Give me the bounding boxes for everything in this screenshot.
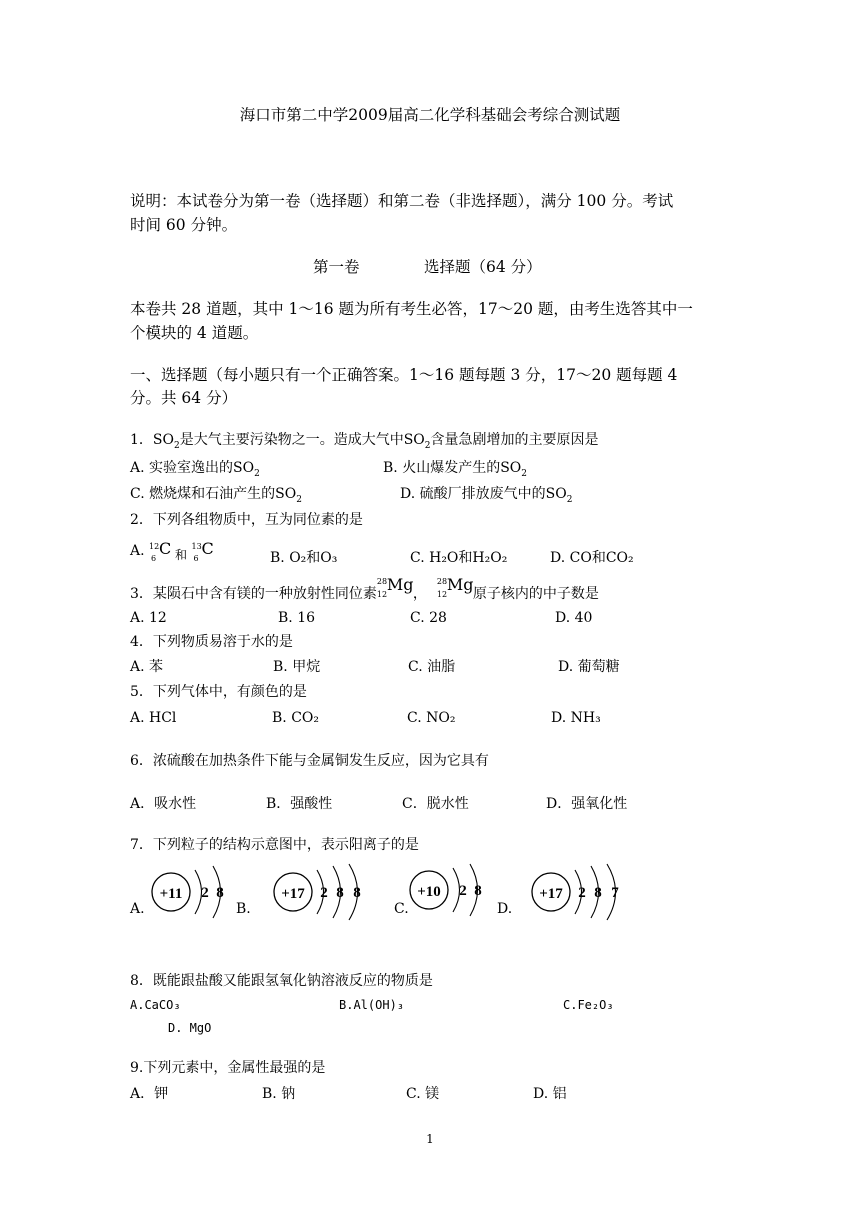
question-4-option-d[interactable]: D. 葡萄糖 — [558, 659, 620, 675]
page-title: 海口市第二中学2009届高二化学科基础会考综合测试题 — [239, 106, 621, 124]
shell-electrons: 8 — [336, 885, 344, 901]
carbon-13-isotope: 13 6 C — [191, 539, 214, 563]
shell-electrons: 8 — [594, 885, 602, 901]
question-3-option-d[interactable]: D. 40 — [555, 610, 593, 626]
question-9-option-a[interactable]: A．钾 — [130, 1086, 169, 1102]
question-6-option-d[interactable]: D．强氧化性 — [546, 796, 628, 812]
question-5-option-a[interactable]: A. HCl — [130, 710, 177, 726]
question-6-option-c[interactable]: C．脱水性 — [402, 796, 469, 812]
section-heading-line-2: 分。共 64 分） — [130, 389, 238, 407]
nucleus-charge: +17 — [281, 886, 305, 902]
note-line-1: 本卷共 28 道题，其中 1～16 题为所有考生必答，17～20 题，由考生选答其中一 — [130, 300, 693, 318]
question-3-option-a[interactable]: A. 12 — [130, 610, 167, 626]
question-4-option-a[interactable]: A. 苯 — [130, 659, 164, 675]
magnesium-isotope: 28 12 Mg — [436, 575, 474, 599]
question-1-option-d[interactable]: D. 硫酸厂排放废气中的$SO_2$ — [400, 486, 573, 505]
instructions-line-2: 时间 60 分钟。 — [130, 216, 238, 234]
question-4-option-b[interactable]: B. 甲烷 — [273, 659, 321, 675]
question-6-option-a[interactable]: A．吸水性 — [130, 796, 197, 812]
part-title: 选择题（64 分） — [424, 258, 542, 276]
question-8-option-c[interactable]: C.Fe₂O₃ — [563, 998, 614, 1012]
question-8-option-a[interactable]: A.CaCO₃ — [130, 998, 181, 1012]
diagram-d[interactable] — [532, 864, 619, 920]
question-2-option-d[interactable]: D. CO和CO₂ — [550, 550, 634, 566]
question-1-option-b[interactable]: B. 火山爆发产生的$SO_2$ — [383, 460, 527, 479]
question-5-stem: 5．下列气体中，有颜色的是 — [130, 684, 307, 700]
question-7-option-c-label[interactable]: C. — [394, 901, 409, 917]
nucleus-charge: +10 — [417, 884, 441, 900]
instructions-line-1: 说明：本试卷分为第一卷（选择题）和第二卷（非选择题），满分 100 分。考试 — [130, 192, 674, 210]
part-label: 第一卷 — [313, 258, 360, 276]
page-number: 1 — [426, 1132, 434, 1146]
nucleus-charge: +11 — [159, 886, 183, 902]
question-8-option-d[interactable]: D. MgO — [168, 1021, 212, 1035]
question-5-option-b[interactable]: B. CO₂ — [272, 710, 319, 726]
question-3-stem: 3．某陨石中含有镁的一种放射性同位素 28 12 Mg ， 28 12 Mg 原子核内的中子数是 — [130, 575, 599, 602]
question-1-option-c[interactable]: C. 燃烧煤和石油产生的$SO_2$ — [130, 486, 302, 505]
shell-electrons: 7 — [611, 885, 619, 901]
nucleus-charge: +17 — [539, 886, 563, 902]
diagram-a[interactable] — [152, 866, 224, 918]
question-3-option-b[interactable]: B. 16 — [278, 610, 316, 626]
question-7-option-b-label[interactable]: B. — [236, 901, 251, 917]
question-2-stem: 2．下列各组物质中，互为同位素的是 — [130, 512, 363, 528]
question-7-option-a-label[interactable]: A. — [130, 901, 145, 917]
shell-electrons: 2 — [320, 885, 328, 901]
question-9-option-c[interactable]: C. 镁 — [406, 1086, 440, 1102]
question-7-option-d-label[interactable]: D. — [497, 901, 513, 917]
section-heading-line-1: 一、选择题（每小题只有一个正确答案。1～16 题每题 3 分，17～20 题每题 4 — [130, 366, 678, 384]
question-7-stem: 7．下列粒子的结构示意图中，表示阳离子的是 — [130, 837, 419, 853]
question-1-stem: 1．$SO_2$是大气主要污染物之一。造成大气中$SO_2$含量急剧增加的主要原因是 — [130, 432, 599, 451]
shell-electrons: 2 — [578, 885, 586, 901]
question-1-option-a[interactable]: A. 实验室逸出的$SO_2$ — [130, 460, 260, 479]
question-2-option-a[interactable]: A. 12 6 C 和 13 6 C — [130, 540, 217, 564]
question-3-option-c[interactable]: C. 28 — [410, 610, 447, 626]
magnesium-isotope: 28 12 Mg — [376, 575, 414, 599]
question-9-option-d[interactable]: D. 铝 — [533, 1086, 567, 1102]
shell-electrons: 2 — [201, 885, 209, 901]
question-4-stem: 4．下列物质易溶于水的是 — [130, 634, 293, 650]
shell-electrons: 8 — [474, 883, 482, 899]
question-4-option-c[interactable]: C. 油脂 — [408, 659, 456, 675]
question-6-option-b[interactable]: B．强酸性 — [266, 796, 333, 812]
carbon-12-isotope: 12 6 C — [149, 539, 172, 563]
question-8-option-b[interactable]: B.Al(OH)₃ — [339, 998, 405, 1012]
shell-electrons: 2 — [459, 883, 467, 899]
question-6-stem: 6．浓硫酸在加热条件下能与金属铜发生反应，因为它具有 — [130, 753, 489, 769]
question-5-option-c[interactable]: C. NO₂ — [407, 710, 456, 726]
question-8-stem: 8．既能跟盐酸又能跟氢氧化钠溶液反应的物质是 — [130, 973, 433, 989]
question-2-option-b[interactable]: B. O₂和O₃ — [270, 550, 338, 566]
shell-electrons: 8 — [216, 885, 224, 901]
atomic-structure-diagrams — [0, 850, 860, 940]
diagram-b[interactable] — [274, 864, 361, 920]
question-9-option-b[interactable]: B. 钠 — [262, 1086, 296, 1102]
shell-electrons: 8 — [353, 885, 361, 901]
question-9-stem: 9.下列元素中，金属性最强的是 — [130, 1060, 326, 1076]
diagram-c[interactable] — [410, 864, 482, 916]
note-line-2: 个模块的 4 道题。 — [130, 324, 259, 342]
question-5-option-d[interactable]: D. NH₃ — [551, 710, 601, 726]
question-2-option-c[interactable]: C. H₂O和H₂O₂ — [410, 550, 508, 566]
